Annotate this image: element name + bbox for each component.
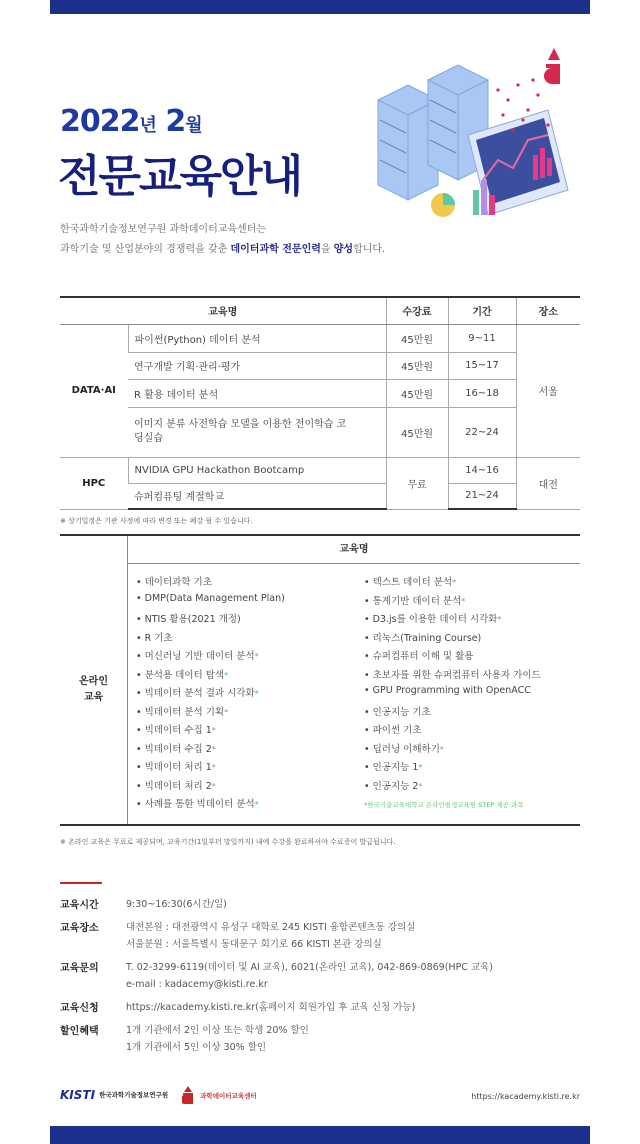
list-item: • 초보자를 위한 슈퍼컴퓨터 사용자 가이드 [364,669,541,681]
table-row: 이미지 분류 사전학습 모델을 이용한 전이학습 코딩실습 45만원 22~24 [60,407,580,457]
red-divider [60,882,102,884]
table-row: 슈퍼컴퓨팅 계절학교 21~24 [60,483,580,509]
table-row: R 활용 데이터 분석 45만원 16~18 [60,379,580,407]
list-item: • 텍스트 데이터 분석* [364,577,457,588]
list-item: • 빅데이터 처리 1* [136,762,216,773]
online-list-right [364,574,541,796]
list-item: • R 기초 [136,632,173,644]
kisti-logo: KISTI 한국과학기술정보연구원 [60,1088,169,1102]
kacademy-mark-icon [182,1086,196,1104]
info-section [60,882,580,1062]
category-hpc: HPC [60,457,128,509]
schedule-table [60,296,580,510]
schedule-note: ※ 상기일정은 기관 사정에 따라 변경 또는 폐강 될 수 있습니다. [60,517,253,525]
category-online: 온라인 교육 [79,676,108,703]
info-row-time: 교육시간 9:30~16:30(6시간/일) [60,899,227,911]
list-item: • 통계기반 데이터 분석* [364,595,466,607]
list-item: • 빅데이터 수집 2* [136,743,216,755]
list-item: • 머신러닝 기반 데이터 분석* [136,651,259,662]
kacademy-logo: 과학데이터교육센터 [182,1086,257,1104]
table-row: 연구개발 기획·관리·평가 45만원 15~17 [60,352,580,379]
list-item: • NTIS 활용(2021 개정) [136,614,241,625]
top-bar [50,0,590,14]
col-header-course: 교육명 [60,297,386,324]
list-item: • 빅데이터 분석 결과 시각화* [136,688,259,699]
online-note: ※ 온라인 교육은 무료로 제공되며, 교육기간(1일부터 말일까지) 내에 수강을 완료하셔야 수료증이 발급됩니다. [60,838,396,846]
col-header-fee: 수강료 [386,297,448,324]
list-item: • 슈퍼컴퓨터 이해 및 활용 [364,651,474,662]
list-item: • 빅데이터 수집 1* [136,725,216,736]
server-illustration [348,40,588,230]
col-header-location: 장소 [516,297,580,324]
bottom-bar [50,1126,590,1144]
list-item: • 인공지능 1* [364,762,423,773]
title-year: 2022년 2월 [60,104,202,139]
list-item: • 파이썬 기초 [364,725,422,736]
info-row-contact: 교육문의 T. 02-3299-6119(데이터 및 AI 교육), 6021(온라인 교육), 042-869-0869(HPC 교육) e-mail : kadacemy@kisti.re.kr [60,959,580,993]
info-row-place: 교육장소 대전본원 : 대전광역시 유성구 대학로 245 KISTI 융합콘텐츠동 강의실 서울분원 : 서울특별시 동대문구 회기로 66 KISTI 본관 강의실 [60,922,416,950]
list-item: • 분석용 데이터 탐색* [136,669,229,681]
online-footnote: *한국기술교육대학교 온라인평생교육원 STEP 제공 과목 [364,801,524,809]
email-link[interactable]: e-mail : kadacemy@kisti.re.kr [126,979,268,990]
list-item: • 리눅스(Training Course) [364,632,482,644]
list-item: • GPU Programming with OpenACC [364,685,531,696]
list-item: • D3.js를 이용한 데이터 시각화* [364,614,502,625]
list-item: • 빅데이터 분석 기획* [136,706,229,718]
fee-free: 무료 [386,457,448,509]
list-item: • DMP(Data Management Plan) [136,592,285,604]
location-seoul: 서울 [516,324,580,457]
table-row: HPC NVIDIA GPU Hackathon Bootcamp 무료 14~16 대전 [60,457,580,483]
col-header-period: 기간 [448,297,516,324]
location-daejeon: 대전 [516,457,580,509]
apply-link[interactable]: https://kacademy.kisti.re.kr(홈페이지 회원가입 후 교육 신청 가능) [126,1002,416,1013]
table-row: DATA·AI 파이썬(Python) 데이터 분석 45만원 9~11 서울 [60,324,580,352]
footer-logos [60,1086,257,1104]
list-item: • 빅데이터 처리 2* [136,780,216,792]
list-item: • 데이터과학 기초 [136,577,212,588]
list-item: • 인공지능 2* [364,780,423,792]
list-item: • 인공지능 기초 [364,706,431,718]
category-data-ai: DATA·AI [60,324,128,457]
online-list-left [136,574,285,815]
online-course-table [60,534,580,826]
list-item: • 사례를 통한 빅데이터 분석* [136,799,259,810]
online-header: 교육명 [128,536,580,564]
intro-text: 한국과학기술정보연구원 과학데이터교육센터는 과학기술 및 산업분야의 경쟁력을 갖춘 데이터과학 전문인력을 양성합니다. [60,224,386,255]
info-row-discount: 할인혜택 1개 기관에서 2인 이상 또는 학생 20% 할인 1개 기관에서 5인 이상 30% 할인 [60,1025,309,1053]
page-title: 전문교육안내 [58,151,302,202]
list-item: • 딥러닝 이해하기* [364,743,444,755]
info-row-apply: 교육신청 https://kacademy.kisti.re.kr(홈페이지 회원가입 후 교육 신청 가능) [60,999,580,1016]
site-url[interactable]: https://kacademy.kisti.re.kr [471,1092,580,1101]
